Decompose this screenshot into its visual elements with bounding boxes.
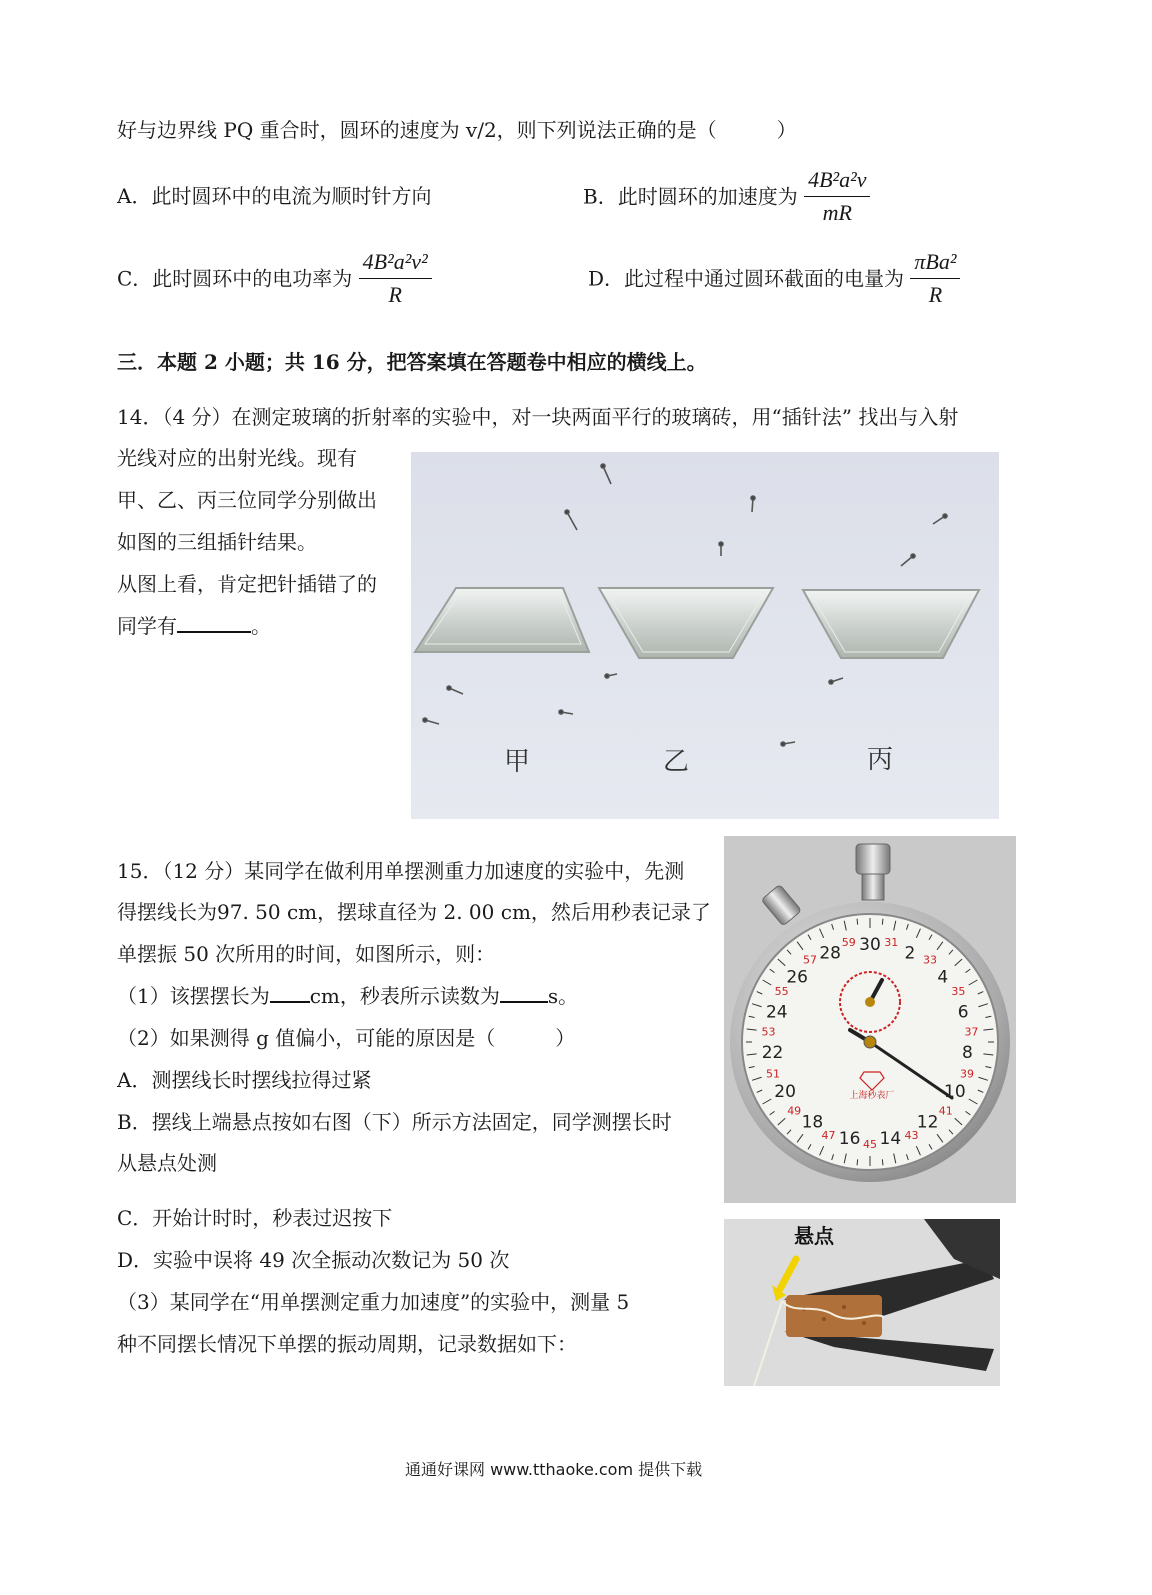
dial-number: 18 (801, 1112, 824, 1133)
dial-number: 16 (838, 1128, 861, 1149)
dial-red-number: 45 (863, 1138, 877, 1151)
fraction-denominator: R (928, 282, 943, 307)
q13-option-d[interactable] (588, 248, 960, 309)
q15-part2: （2）如果测得 g 值偏小，可能的原因是（ ） (117, 1026, 576, 1050)
q15-part3-line2: 种不同摆长情况下单摆的振动周期，记录数据如下： (117, 1332, 577, 1356)
suspension-label: 悬点 (794, 1224, 834, 1248)
dial-number: 6 (957, 1002, 969, 1023)
page-footer: 通通好课网 www.tthaoke.com 提供下载 (405, 1460, 703, 1479)
time-answer-blank[interactable] (500, 983, 548, 1003)
q14-line4: 如图的三组插针结果。 (117, 530, 317, 554)
part1-text-a: （1）该摆摆长为 (117, 984, 270, 1008)
q15-option-d[interactable]: D．实验中误将 49 次全振动次数记为 50 次 (117, 1248, 510, 1272)
q13-intro: 好与边界线 PQ 重合时，圆环的速度为 v/2，则下列说法正确的是（ ） (117, 118, 797, 142)
dial-number: 26 (786, 967, 808, 988)
glass-brick-illustration (411, 452, 999, 819)
fraction-numerator: 4B²a²v (804, 166, 870, 197)
answer-blank[interactable] (177, 613, 251, 633)
label-bing: 丙 (867, 745, 894, 775)
option-c-fraction (359, 248, 432, 309)
q13-option-a[interactable]: A．此时圆环中的电流为顺时针方向 (117, 184, 432, 208)
dial-red-number: 37 (964, 1025, 979, 1039)
dial-number: 22 (761, 1043, 784, 1064)
option-b-text: B．此时圆环的加速度为 (583, 184, 798, 209)
length-answer-blank[interactable] (270, 983, 310, 1003)
dial-red-number: 41 (938, 1104, 953, 1118)
q14-suffix: 。 (251, 614, 271, 638)
option-c-text: C．此时圆环中的电功率为 (117, 266, 353, 291)
dial-red-number: 47 (821, 1129, 836, 1143)
q15-option-c[interactable]: C．开始计时时，秒表过迟按下 (117, 1206, 393, 1230)
dial-red-number: 33 (922, 953, 937, 967)
q13-option-b[interactable] (583, 166, 870, 227)
dial-number: 10 (944, 1082, 966, 1102)
stopwatch-brand: 上海秒表厂 (849, 1091, 895, 1101)
q14-line1: 14．（4 分）在测定玻璃的折射率的实验中，对一块两面平行的玻璃砖，用“插针法” 找出与入射 (117, 405, 959, 429)
q15-option-b-line1[interactable]: B．摆线上端悬点按如右图（下）所示方法固定，同学测摆长时 (117, 1110, 672, 1134)
dial-tick (882, 919, 883, 925)
q14-line6 (117, 612, 271, 640)
dial-number: 20 (774, 1082, 796, 1102)
q13-option-c[interactable] (117, 248, 432, 309)
q15-line1: 15．（12 分）某同学在做利用单摆测重力加速度的实验中，先测 (117, 859, 685, 883)
dial-tick (857, 919, 858, 925)
dial-tick (857, 1159, 858, 1165)
option-b-fraction (804, 166, 870, 227)
dial-number: 12 (916, 1112, 939, 1133)
q14-line5: 从图上看，肯定把针插错了的 (117, 572, 377, 596)
q14-line3: 甲、乙、丙三位同学分别做出 (117, 488, 377, 512)
dial-tick (882, 1159, 883, 1165)
dial-red-number: 43 (904, 1129, 919, 1143)
dial-number: 28 (819, 943, 841, 964)
fraction-denominator: mR (822, 200, 852, 225)
dial-number: 30 (859, 935, 881, 955)
dial-number: 14 (879, 1128, 902, 1149)
q14-prefix: 同学有 (117, 614, 177, 638)
part1-text-c: s。 (547, 984, 579, 1008)
stopwatch-illustration (724, 836, 1016, 1203)
section-heading: 三．本题 2 小题；共 16 分，把答案填在答题卷中相应的横线上。 (117, 350, 707, 374)
dial-red-number: 59 (841, 936, 856, 950)
q15-line2: 得摆线长为97. 50 cm，摆球直径为 2. 00 cm，然后用秒表记录了 (117, 900, 711, 924)
clamp-illustration (724, 1219, 1000, 1386)
q14-line2: 光线对应的出射光线。现有 (117, 446, 357, 470)
q15-part1 (117, 982, 578, 1010)
suspension-point-photo (724, 1219, 1000, 1386)
q15-line3: 单摆振 50 次所用的时间，如图所示，则： (117, 942, 496, 966)
dial-red-number: 31 (884, 936, 899, 950)
dial-red-number: 49 (787, 1104, 802, 1118)
label-yi: 乙 (663, 747, 690, 777)
option-d-text: D．此过程中通过圆环截面的电量为 (588, 266, 905, 291)
dial-red-number: 35 (951, 985, 966, 998)
option-d-fraction (910, 248, 960, 309)
dial-red-number: 55 (774, 985, 789, 998)
dial-number: 4 (937, 967, 949, 988)
stopwatch-photo (724, 836, 1016, 1203)
part1-text-b: cm，秒表所示读数为 (309, 984, 500, 1008)
dial-number: 24 (765, 1002, 788, 1023)
fraction-numerator: 4B²a²v² (359, 248, 432, 279)
dial-red-number: 53 (761, 1025, 776, 1039)
dial-number: 8 (962, 1043, 973, 1064)
q15-option-a[interactable]: A．测摆线长时摆线拉得过紧 (117, 1068, 372, 1092)
fraction-denominator: R (388, 282, 402, 307)
dial-number: 2 (904, 943, 916, 964)
q15-part3-line1: （3）某同学在“用单摆测定重力加速度”的实验中，测量 5 (117, 1290, 630, 1314)
dial-red-number: 57 (803, 953, 818, 967)
label-jia: 甲 (504, 747, 531, 777)
glass-brick-photo (411, 452, 999, 819)
dial-red-number: 39 (960, 1067, 975, 1081)
fraction-numerator: πBa² (910, 248, 960, 279)
dial-red-number: 51 (765, 1067, 780, 1081)
q15-option-b-line2[interactable]: 从悬点处测 (117, 1151, 217, 1175)
